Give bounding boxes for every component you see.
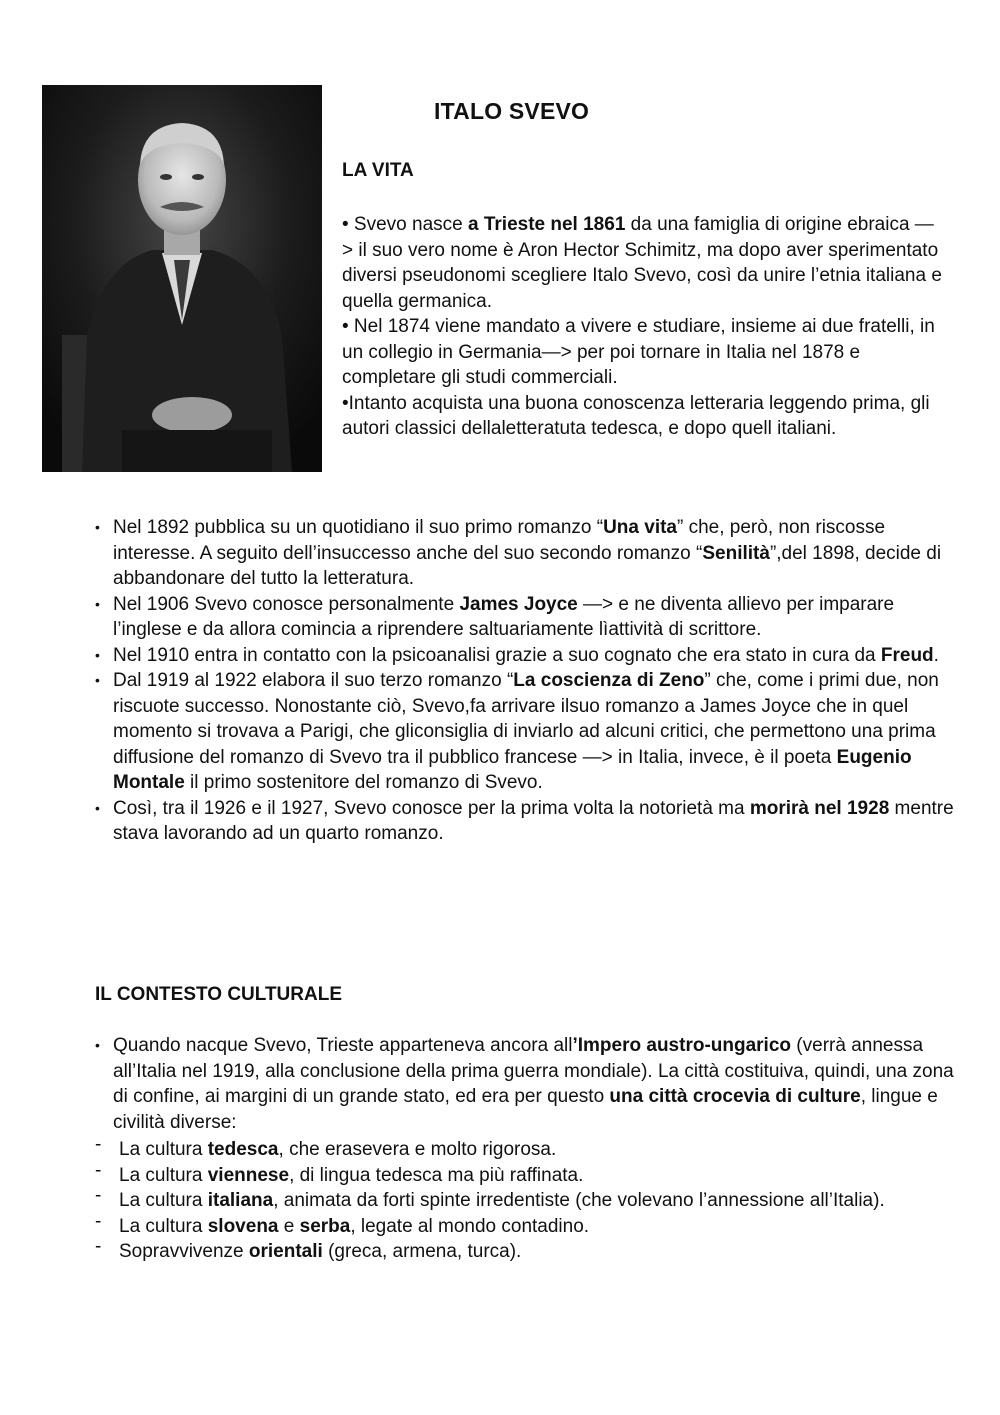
text-run: La cultura	[119, 1215, 208, 1237]
text-run: , che erasevera e molto rigorosa.	[278, 1139, 557, 1160]
list-item	[95, 1210, 965, 1240]
dash-marker: -	[95, 1236, 102, 1257]
text-run: , di lingua tedesca ma più raffinata.	[289, 1164, 584, 1186]
bold-text: ’Impero austro-ungarico	[572, 1035, 792, 1056]
bold-text: La coscienza di Zeno	[513, 670, 705, 691]
text-run: Nel 1906 Svevo conosce personalmente	[113, 593, 460, 615]
text-run: •Intanto acquista una buona conoscenza letteraria leggendo prima, gli autori classici dellaletteratuta tedesca, e dopo quell italiani.	[342, 392, 930, 439]
list-item	[95, 1236, 965, 1265]
list-item	[95, 796, 965, 847]
text-run: La cultura	[119, 1139, 208, 1160]
document-title: ITALO SVEVO	[434, 98, 590, 124]
bold-text: a Trieste nel 1861	[468, 214, 626, 235]
text-run: mentre stava lavorando ad un quarto romanzo.	[113, 797, 954, 844]
vita-intro	[342, 212, 942, 442]
list-item	[95, 1185, 965, 1214]
contesto-dash-list	[95, 1134, 965, 1265]
text-run: • Svevo nasce	[342, 214, 468, 235]
bold-text: Eugenio Montale	[113, 746, 912, 793]
text-run: e	[278, 1215, 300, 1237]
bullet-marker: •	[95, 595, 100, 612]
list-item	[95, 592, 965, 643]
text-run: il primo sostenitore del romanzo di Svevo.	[184, 772, 543, 793]
text-run: Quando nacque Svevo, Trieste apparteneva ancora all	[113, 1035, 573, 1056]
bold-text: orientali	[248, 1241, 323, 1262]
bullet-marker: •	[95, 1037, 100, 1053]
text-run: (greca, armena, turca).	[322, 1241, 522, 1262]
bold-text: Senilità	[702, 542, 770, 564]
text-run: La cultura	[119, 1164, 208, 1186]
text-run: , lingue e civilità diverse:	[113, 1086, 938, 1133]
text-run: ” che, però, non riscosse interesse. A seguito dell’insuccesso anche del suo secondo romanzo “	[113, 517, 886, 564]
bold-text: tedesca	[207, 1139, 279, 1160]
bold-text: Una vita	[603, 517, 677, 538]
bold-text: viennese	[207, 1164, 290, 1186]
text-run: Nel 1892 pubblica su un quotidiano il suo primo romanzo “	[113, 517, 604, 538]
bold-text: Freud	[880, 644, 934, 666]
text-run: .	[933, 644, 939, 666]
text-run: ” che, come i primi due, non riscuote successo. Nonostante ciò, Svevo,fa arrivare ilsuo romanzo a James Joyce che in quel momento si trovava a Parigi, che gliconsiglia di inviarlo ad alcuni critici, che permettono una prima diffusione del romanzo di Svevo tra il pubblico francese —> in Italia, invece, è il poeta	[113, 670, 939, 768]
section-heading-contesto: IL CONTESTO CULTURALE	[95, 984, 342, 1005]
list-item	[95, 1159, 965, 1189]
bullet-marker: •	[95, 646, 100, 663]
dash-marker: -	[95, 1210, 102, 1232]
list-item	[95, 668, 965, 796]
text-run: —> e ne diventa allievo per imparare l’inglese e da allora comincia a riprendere saltuariamente lìattività di scrittore.	[113, 593, 895, 640]
bullet-marker: •	[95, 519, 100, 535]
text-run: Così, tra il 1926 e il 1927, Svevo conosce per la prima volta la notorietà ma	[113, 797, 750, 819]
list-item	[95, 1033, 965, 1135]
bold-text: italiana	[207, 1190, 274, 1211]
contesto-bullet-list	[95, 1033, 965, 1135]
text-run: (verrà annessa all’Italia nel 1919, alla conclusione della prima guerra mondiale). La città costituiva, quindi, una zona di confine, ai margini di un grande stato, ed era per questo	[113, 1035, 954, 1107]
text-run: da una famiglia di origine ebraica —> il suo vero nome è Aron Hector Schimitz, ma dopo aver sperimentato diversi pseudonomi scegliere Italo Svevo, così da unire l’etnia italiana e quella germanica.	[342, 214, 942, 312]
vita-bullet-list	[95, 515, 965, 847]
dash-marker: -	[95, 1185, 102, 1206]
text-run: La cultura	[119, 1190, 208, 1211]
portrait-photo	[42, 85, 322, 472]
text-run: Nel 1910 entra in contatto con la psicoanalisi grazie a suo cognato che era stato in cura da	[113, 644, 881, 666]
dash-marker: -	[95, 1159, 102, 1181]
section-heading-vita: LA VITA	[342, 160, 414, 181]
text-run: ”,del 1898, decide di abbandonare del tutto la letteratura.	[113, 542, 942, 589]
bold-text: serba	[299, 1215, 351, 1237]
list-item	[95, 1134, 965, 1163]
text-run: • Nel 1874 viene mandato a vivere e studiare, insieme ai due fratelli, in un collegio in Germania—> per poi tornare in Italia nel 1878 e completare gli studi commerciali.	[342, 316, 935, 388]
bold-text: morirà nel 1928	[749, 797, 890, 819]
bullet-marker: •	[95, 799, 100, 816]
bullet-marker: •	[95, 672, 100, 688]
text-run: Sopravvivenze	[119, 1241, 249, 1262]
paragraph	[342, 212, 942, 314]
paragraph	[342, 391, 942, 442]
paragraph	[342, 314, 942, 391]
text-run: , legate al mondo contadino.	[350, 1215, 590, 1237]
list-item	[95, 515, 965, 592]
list-item	[95, 643, 965, 669]
bold-text: una città crocevia di culture	[609, 1086, 861, 1107]
text-run: Dal 1919 al 1922 elabora il suo terzo romanzo “	[113, 670, 514, 691]
bold-text: slovena	[207, 1215, 279, 1237]
text-run: , animata da forti spinte irredentiste (che volevano l’annessione all’Italia).	[273, 1190, 885, 1211]
bold-text: James Joyce	[459, 593, 578, 615]
portrait-illustration	[42, 85, 322, 472]
dash-marker: -	[95, 1134, 102, 1155]
